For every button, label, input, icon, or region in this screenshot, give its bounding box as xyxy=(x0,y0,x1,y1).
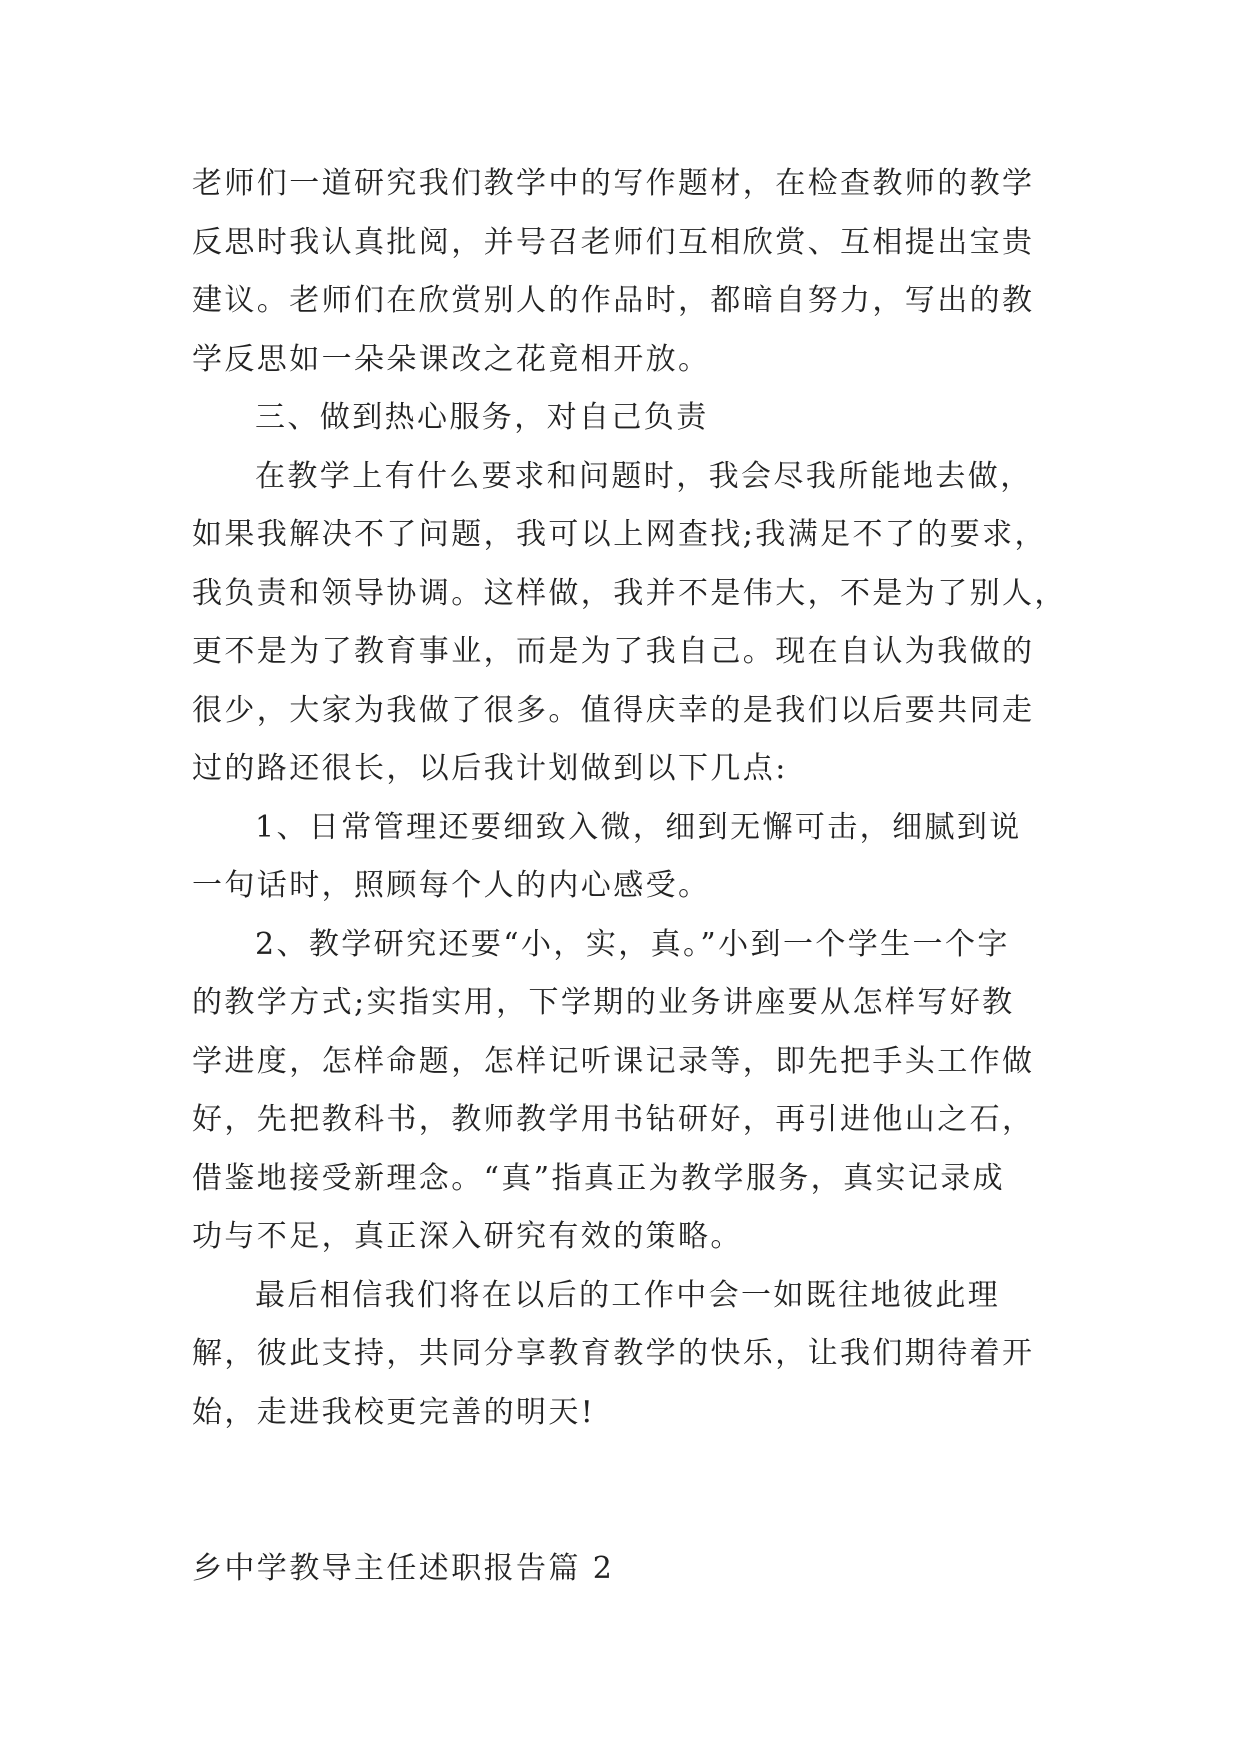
paragraph-line: 我负责和领导协调。这样做，我并不是伟大，不是为了别人， xyxy=(192,575,1067,611)
paragraph-line: 解，彼此支持，共同分享教育教学的快乐，让我们期待着开 xyxy=(192,1336,1035,1371)
list-item-line: 一句话时，照顾每个人的内心感受。 xyxy=(192,868,711,903)
list-item-line: 2、教学研究还要“小，实，真。”小到一个学生一个字 xyxy=(255,926,1010,962)
paragraph-line: 如果我解决不了问题，我可以上网查找;我满足不了的要求， xyxy=(192,517,1047,552)
paragraph-line: 在教学上有什么要求和问题时，我会尽我所能地去做， xyxy=(255,458,1033,494)
paragraph-line: 更不是为了教育事业，而是为了我自己。现在自认为我做的 xyxy=(192,634,1035,669)
paragraph-line: 学反思如一朵朵课改之花竟相开放。 xyxy=(192,341,711,377)
list-item-line: 好，先把教科书，教师教学用书钻研好，再引进他山之石， xyxy=(192,1102,1035,1137)
section-heading: 三、做到热心服务，对自己负责 xyxy=(255,400,709,435)
paragraph-line: 反思时我认真批阅，并号召老师们互相欣赏、互相提出宝贵 xyxy=(192,224,1035,260)
paragraph-line: 过的路还很长，以后我计划做到以下几点: xyxy=(192,751,788,786)
paragraph-line: 最后相信我们将在以后的工作中会一如既往地彼此理 xyxy=(255,1277,1001,1313)
list-item-line: 功与不足，真正深入研究有效的策略。 xyxy=(192,1219,743,1254)
list-item-line: 的教学方式;实指实用，下学期的业务讲座要从怎样写好教 xyxy=(192,985,1015,1020)
paragraph-line: 始，走进我校更完善的明天! xyxy=(192,1394,596,1430)
document-body xyxy=(192,155,1067,1599)
section-spacer xyxy=(192,1442,1052,1540)
paragraph-line: 很少，大家为我做了很多。值得庆幸的是我们以后要共同走 xyxy=(192,692,1035,728)
paragraph-line: 老师们一道研究我们教学中的写作题材，在检查教师的教学 xyxy=(192,166,1035,201)
list-item-line: 借鉴地接受新理念。“真”指真正为教学服务，真实记录成 xyxy=(192,1160,1006,1196)
section-title: 乡中学教导主任述职报告篇 2 xyxy=(192,1551,615,1586)
paragraph-line: 建议。老师们在欣赏别人的作品时，都暗自努力，写出的教 xyxy=(192,283,1035,318)
list-item-line: 学进度，怎样命题，怎样记听课记录等，即先把手头工作做 xyxy=(192,1043,1035,1079)
list-item-line: 1、日常管理还要细致入微，细到无懈可击，细腻到说 xyxy=(255,809,1022,845)
